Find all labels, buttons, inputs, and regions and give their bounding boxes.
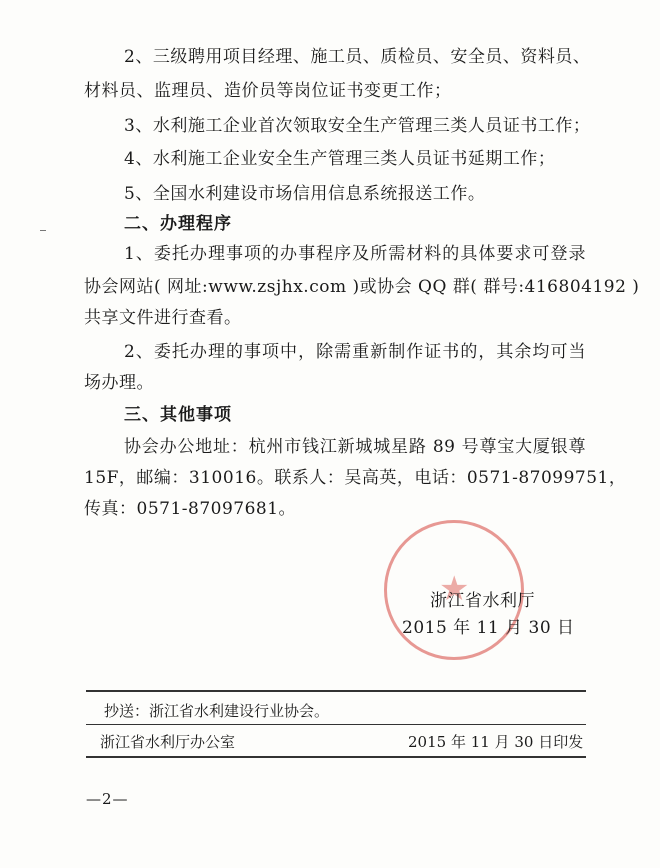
item2-line2: 材料员、监理员、造价员等岗位证书变更工作； — [84, 81, 452, 101]
issuing-office: 浙江省水利厅办公室 — [100, 733, 236, 751]
procedure2-line1: 2、委托办理的事项中，除需重新制作证书的，其余均可当 — [124, 342, 586, 362]
issue-date: 2015 年 11 月 30 日 — [402, 618, 575, 638]
address-line3: 传真：0571-87097681。 — [84, 499, 297, 519]
address-line2: 15F，邮编：310016。联系人：吴高英，电话：0571-87099751， — [84, 468, 627, 488]
print-date: 2015 年 11 月 30 日印发 — [408, 733, 584, 751]
procedure-line2: 协会网站( 网址:www.zsjhx.com )或协会 QQ 群( 群号:416804192 ) — [84, 277, 640, 297]
footer-rule-top — [86, 690, 586, 692]
footer-rule-bottom — [86, 756, 586, 758]
section3-heading: 三、其他事项 — [124, 405, 232, 425]
item5-text: 5、全国水利建设市场信用信息系统报送工作。 — [124, 184, 486, 204]
item4-text: 4、水利施工企业安全生产管理三类人员证书延期工作； — [124, 149, 556, 169]
issuer-name: 浙江省水利厅 — [430, 591, 535, 611]
procedure-line1: 1、委托办理事项的办事程序及所需材料的具体要求可登录 — [124, 244, 586, 264]
cc-line: 抄送：浙江省水利建设行业协会。 — [104, 702, 330, 720]
address-line1: 协会办公地址：杭州市钱江新城城星路 89 号尊宝大厦银尊 — [124, 437, 586, 457]
procedure-line3: 共享文件进行查看。 — [84, 308, 242, 328]
item3-text: 3、水利施工企业首次领取安全生产管理三类人员证书工作； — [124, 116, 591, 136]
item2-line1: 2、三级聘用项目经理、施工员、质检员、安全员、资料员、 — [124, 47, 591, 67]
page-number: —2— — [86, 790, 129, 808]
procedure2-line2: 场办理。 — [84, 373, 154, 393]
section2-heading: 二、办理程序 — [124, 214, 232, 234]
footer-rule-middle — [86, 724, 586, 725]
